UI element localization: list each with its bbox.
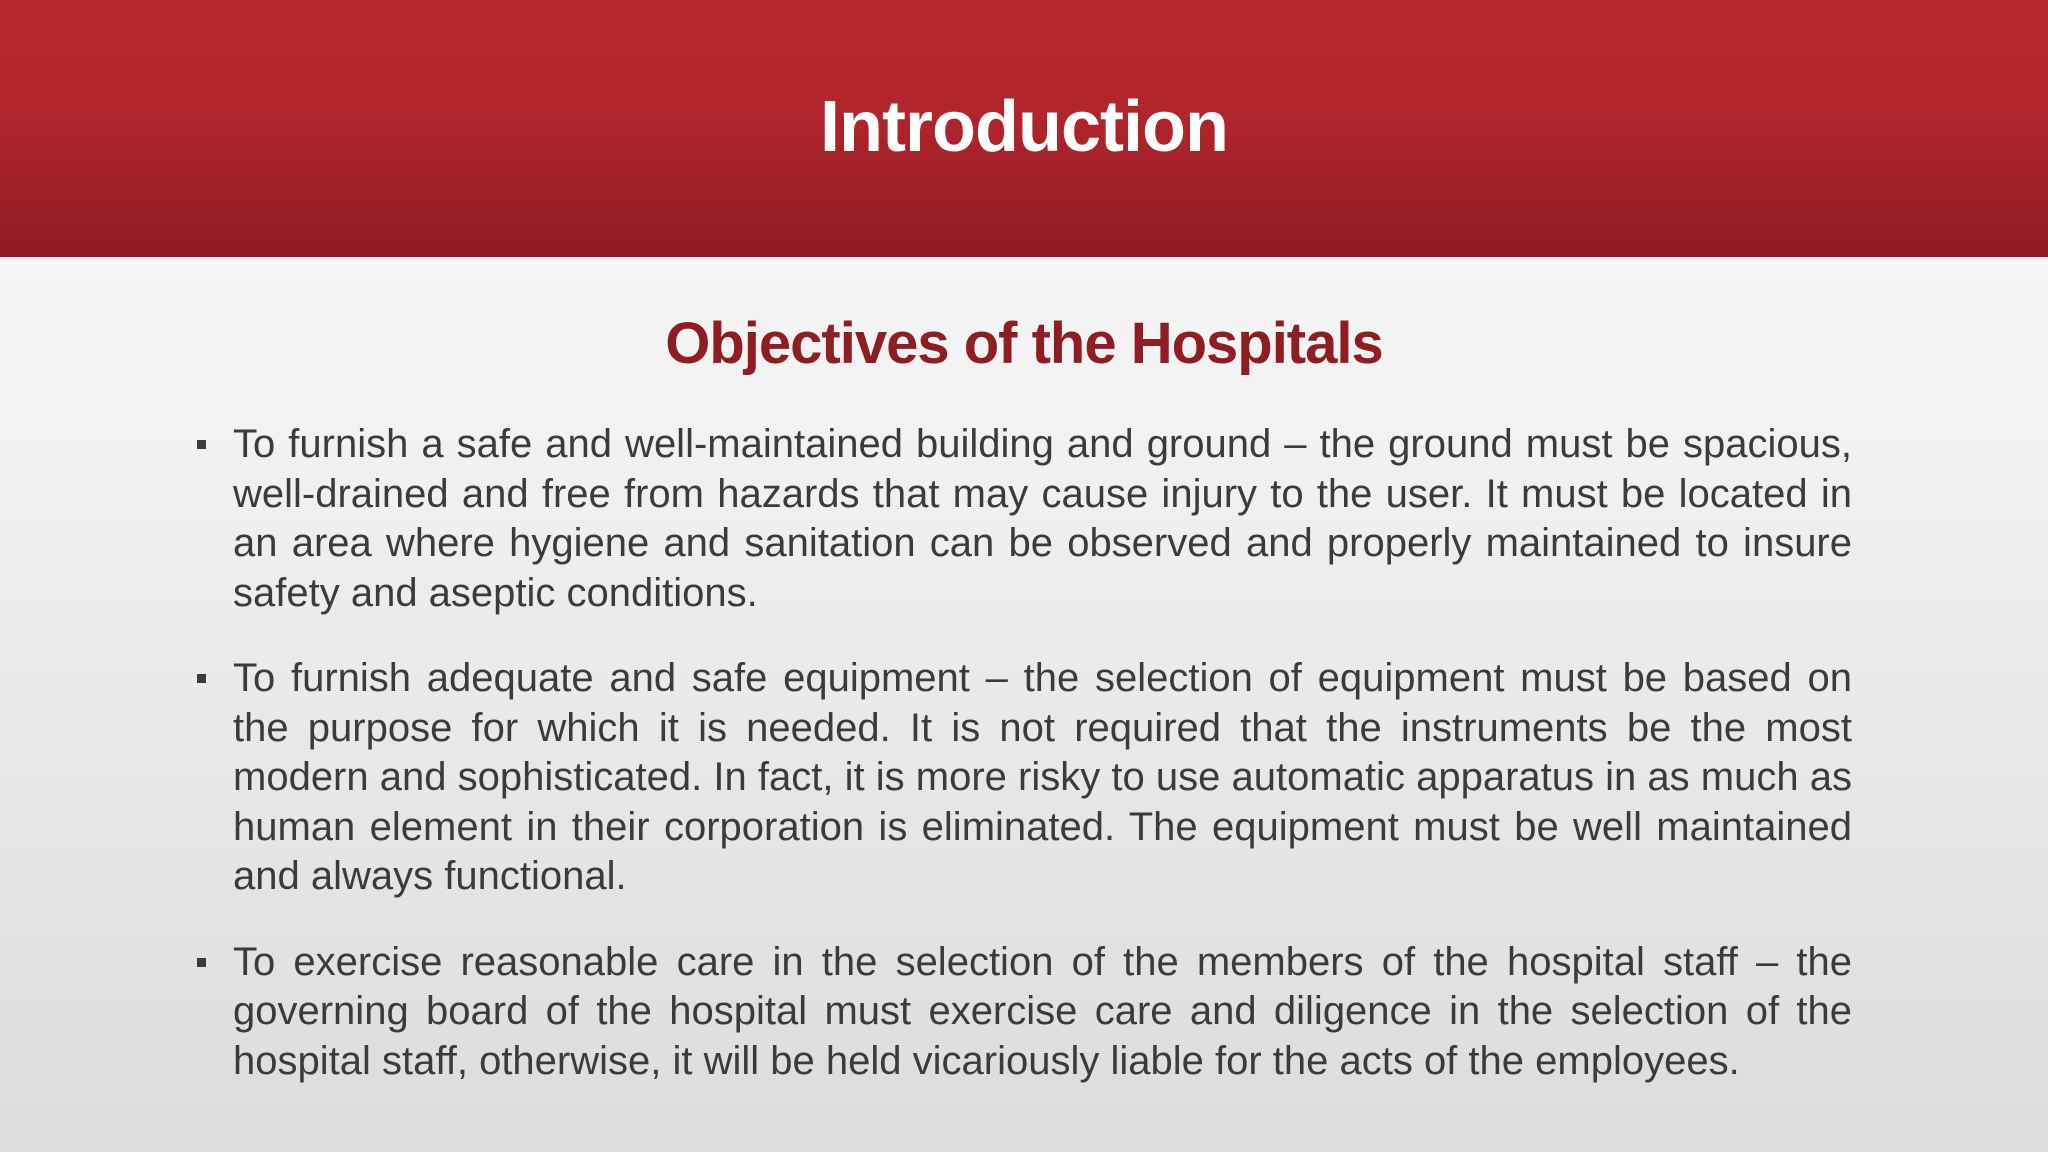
- slide-title: Introduction: [820, 87, 1228, 167]
- bullet-item: [195, 420, 1852, 618]
- square-bullet-icon: [197, 674, 206, 683]
- square-bullet-icon: [197, 958, 206, 967]
- bullet-item: [195, 654, 1852, 902]
- title-banner: [0, 0, 2048, 257]
- bullet-text: To furnish a safe and well-maintained building and ground – the ground must be spacious, well-drained and free from hazards that may cause injury to the user. It must be located in an area where hygiene and sanitation can be observed and properly maintained to insure safety and aseptic conditions.: [233, 422, 1852, 615]
- bullet-list: [195, 420, 1852, 1122]
- bullet-text: To furnish adequate and safe equipment – the selection of equipment must be based on the purpose for which it is needed. It is not required that the instruments be the most modern and sophisticated. In fact, it is more risky to use automatic apparatus in as much as human element in their corporation is eliminated. The equipment must be well maintained and always functional.: [233, 656, 1852, 898]
- section-heading: Objectives of the Hospitals: [665, 311, 1383, 376]
- bullet-text: To exercise reasonable care in the selection of the members of the hospital staff – the governing board of the hospital must exercise care and diligence in the selection of the hospital staff, otherwise, it will be held vicariously liable for the acts of the employees.: [233, 939, 1852, 1083]
- bullet-item: [195, 938, 1852, 1087]
- square-bullet-icon: [197, 440, 206, 449]
